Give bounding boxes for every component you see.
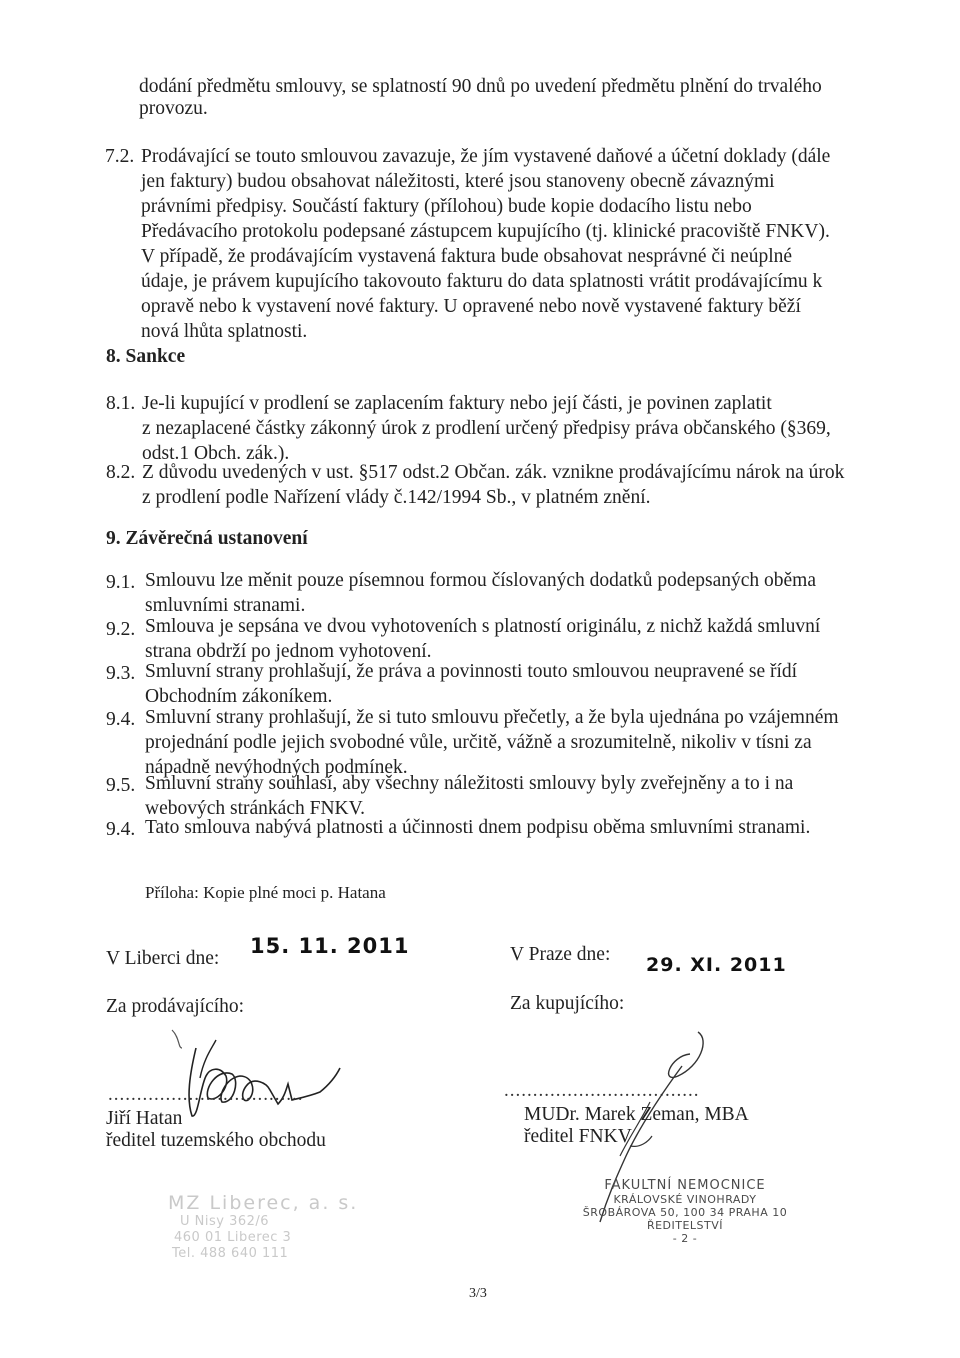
clause-number-9-2: 9.2. bbox=[106, 619, 136, 640]
clause-number-7-2: 7.2. bbox=[105, 146, 135, 167]
clause-9-1-line: Smlouvu lze měnit pouze písemnou formou číslovaných dodatků podepsaných oběma bbox=[145, 570, 816, 591]
buyer-signature-line: .................................. bbox=[504, 1080, 700, 1101]
clause-9-2-line: Smlouva je sepsána ve dvou vyhotoveních s platností originálu, z nichž každá smluvní bbox=[145, 616, 821, 637]
clause-7-2-line: V případě, že prodávajícím vystavená faktura bude obsahovat nesprávné či neúplné bbox=[141, 246, 793, 267]
seller-stamp-line: MZ Liberec, a. s. bbox=[168, 1192, 359, 1214]
buyer-stamp-line: KRÁLOVSKÉ VINOHRADY bbox=[613, 1193, 757, 1206]
clause-9-5-line: Smluvní strany souhlasí, aby všechny náležitosti smlouvy byly zveřejněny a to i na bbox=[145, 773, 794, 794]
clause-9-5 bbox=[145, 771, 793, 821]
clause-9-4b bbox=[145, 815, 810, 840]
seller-signature bbox=[160, 1018, 360, 1123]
seller-stamp bbox=[168, 1192, 358, 1262]
buyer-stamp-line: ŠROBÁROVA 50, 100 34 PRAHA 10 bbox=[582, 1206, 788, 1219]
clause-8-1-line: odst.1 Obch. zák.). bbox=[142, 443, 290, 464]
page-number: 3/3 bbox=[469, 1286, 487, 1301]
clause-9-2 bbox=[145, 614, 820, 664]
clause-7-2-line: Prodávající se touto smlouvou zavazuje, že jím vystavené daňové a účetní doklady (dále bbox=[141, 146, 831, 167]
buyer-place-date-label: V Praze dne: bbox=[510, 944, 611, 965]
buyer-stamp-line: ŘEDITELSTVÍ bbox=[646, 1219, 724, 1232]
clause-7-2-line: opravě nebo k vystavení nové faktury. U opravené nebo nově vystavené faktury běží bbox=[141, 296, 801, 317]
clause-9-4b-line: Tato smlouva nabývá platnosti a účinnosti dnem podpisu oběma smluvními stranami. bbox=[145, 817, 811, 838]
clause-9-1-line: smluvními stranami. bbox=[145, 595, 306, 616]
clause-9-3 bbox=[145, 659, 797, 709]
clause-9-4-line: projednání podle jejich svobodné vůle, určitě, vážně a srozumitelně, nikoliv v tísni za bbox=[145, 732, 812, 753]
clause-8-1 bbox=[142, 391, 831, 466]
clause-9-2-line: strana obdrží po jednom vyhotovení. bbox=[145, 641, 432, 662]
buyer-name: MUDr. Marek Zeman, MBA bbox=[524, 1104, 749, 1125]
clause-9-4 bbox=[145, 705, 839, 780]
clause-number-8-1: 8.1. bbox=[106, 393, 136, 414]
clause-7-2-line: údaje, je právem kupujícího takovouto fakturu do data splatnosti vrátit prodávajícímu k bbox=[141, 271, 823, 292]
clause-number-9-4: 9.4. bbox=[106, 709, 136, 730]
clause-number-9-3: 9.3. bbox=[106, 663, 136, 684]
clause-9-3-line: Smluvní strany prohlašují, že práva a povinnosti touto smlouvou neupravené se řídí bbox=[145, 661, 798, 682]
seller-role: ředitel tuzemského obchodu bbox=[106, 1130, 326, 1151]
attachment-note: Příloha: Kopie plné moci p. Hatana bbox=[145, 883, 386, 902]
clause-9-4-line: Smluvní strany prohlašují, že si tuto smlouvu přečetly, a že byla ujednána po vzájemném bbox=[145, 707, 839, 728]
clause-number-8-2: 8.2. bbox=[106, 462, 136, 483]
intro-line-1: dodání předmětu smlouvy, se splatností 90 dnů po uvedení předmětu plnění do trvalého bbox=[139, 76, 822, 97]
clause-number-9-5: 9.5. bbox=[106, 775, 136, 796]
buyer-stamp-line: FAKULTNÍ NEMOCNICE bbox=[604, 1178, 766, 1193]
clause-8-1-line: z nezaplacené částky zákonný úrok z prodlení určený předpisy práva občanského (§369, bbox=[142, 418, 831, 439]
seller-place-date-label: V Liberci dne: bbox=[106, 948, 220, 969]
seller-stamp-line: 460 01 Liberec 3 bbox=[174, 1230, 292, 1245]
intro-line-2: provozu. bbox=[139, 98, 208, 119]
clause-9-4-line: nápadně nevýhodných podmínek. bbox=[145, 757, 408, 778]
clause-7-2-line: právními předpisy. Součástí faktury (přílohou) bude kopie dodacího listu nebo bbox=[141, 196, 752, 217]
buyer-handwritten-date: 29. XI. 2011 bbox=[646, 954, 787, 976]
clause-8-2-line: Z důvodu uvedených v ust. §517 odst.2 Občan. zák. vznikne prodávajícímu nárok na úrok bbox=[142, 462, 845, 483]
clause-7-2-line: Předávacího protokolu podepsané zástupcem kupujícího (tj. klinické pracoviště FNKV). bbox=[141, 221, 830, 242]
clause-9-1 bbox=[145, 568, 816, 618]
buyer-stamp bbox=[570, 1178, 800, 1245]
clause-7-2-line: jen faktury) budou obsahovat náležitosti, které jsou stanoveny obecně závaznými bbox=[141, 171, 775, 192]
clause-8-2 bbox=[142, 460, 844, 510]
seller-name: Jiří Hatan bbox=[106, 1108, 183, 1129]
clause-8-1-line: Je-li kupující v prodlení se zaplacením faktury nebo její části, je povinen zaplatit bbox=[142, 393, 772, 414]
clause-8-2-line: z prodlení podle Nařízení vlády č.142/1994 Sb., v platném znění. bbox=[142, 487, 651, 508]
seller-signature-line: .................................. bbox=[108, 1084, 304, 1105]
section-9-heading: 9. Závěrečná ustanovení bbox=[106, 528, 308, 549]
section-8-heading: 8. Sankce bbox=[106, 346, 186, 367]
clause-9-5-line: webových stránkách FNKV. bbox=[145, 798, 366, 819]
clause-7-2 bbox=[141, 144, 830, 344]
seller-stamp-line: U Nisy 362/6 bbox=[180, 1214, 270, 1229]
buyer-stamp-line: - 2 - bbox=[672, 1232, 698, 1245]
clause-7-2-line: nová lhůta splatnosti. bbox=[141, 321, 308, 342]
buyer-for-label: Za kupujícího: bbox=[510, 993, 625, 1014]
seller-handwritten-date: 15. 11. 2011 bbox=[250, 934, 410, 958]
seller-stamp-line: Tel. 488 640 111 bbox=[172, 1246, 289, 1261]
clause-number-9-4b: 9.4. bbox=[106, 819, 136, 840]
clause-number-9-1: 9.1. bbox=[106, 572, 136, 593]
buyer-role: ředitel FNKV bbox=[524, 1126, 632, 1147]
seller-for-label: Za prodávajícího: bbox=[106, 996, 245, 1017]
clause-9-3-line: Obchodním zákoníkem. bbox=[145, 686, 333, 707]
